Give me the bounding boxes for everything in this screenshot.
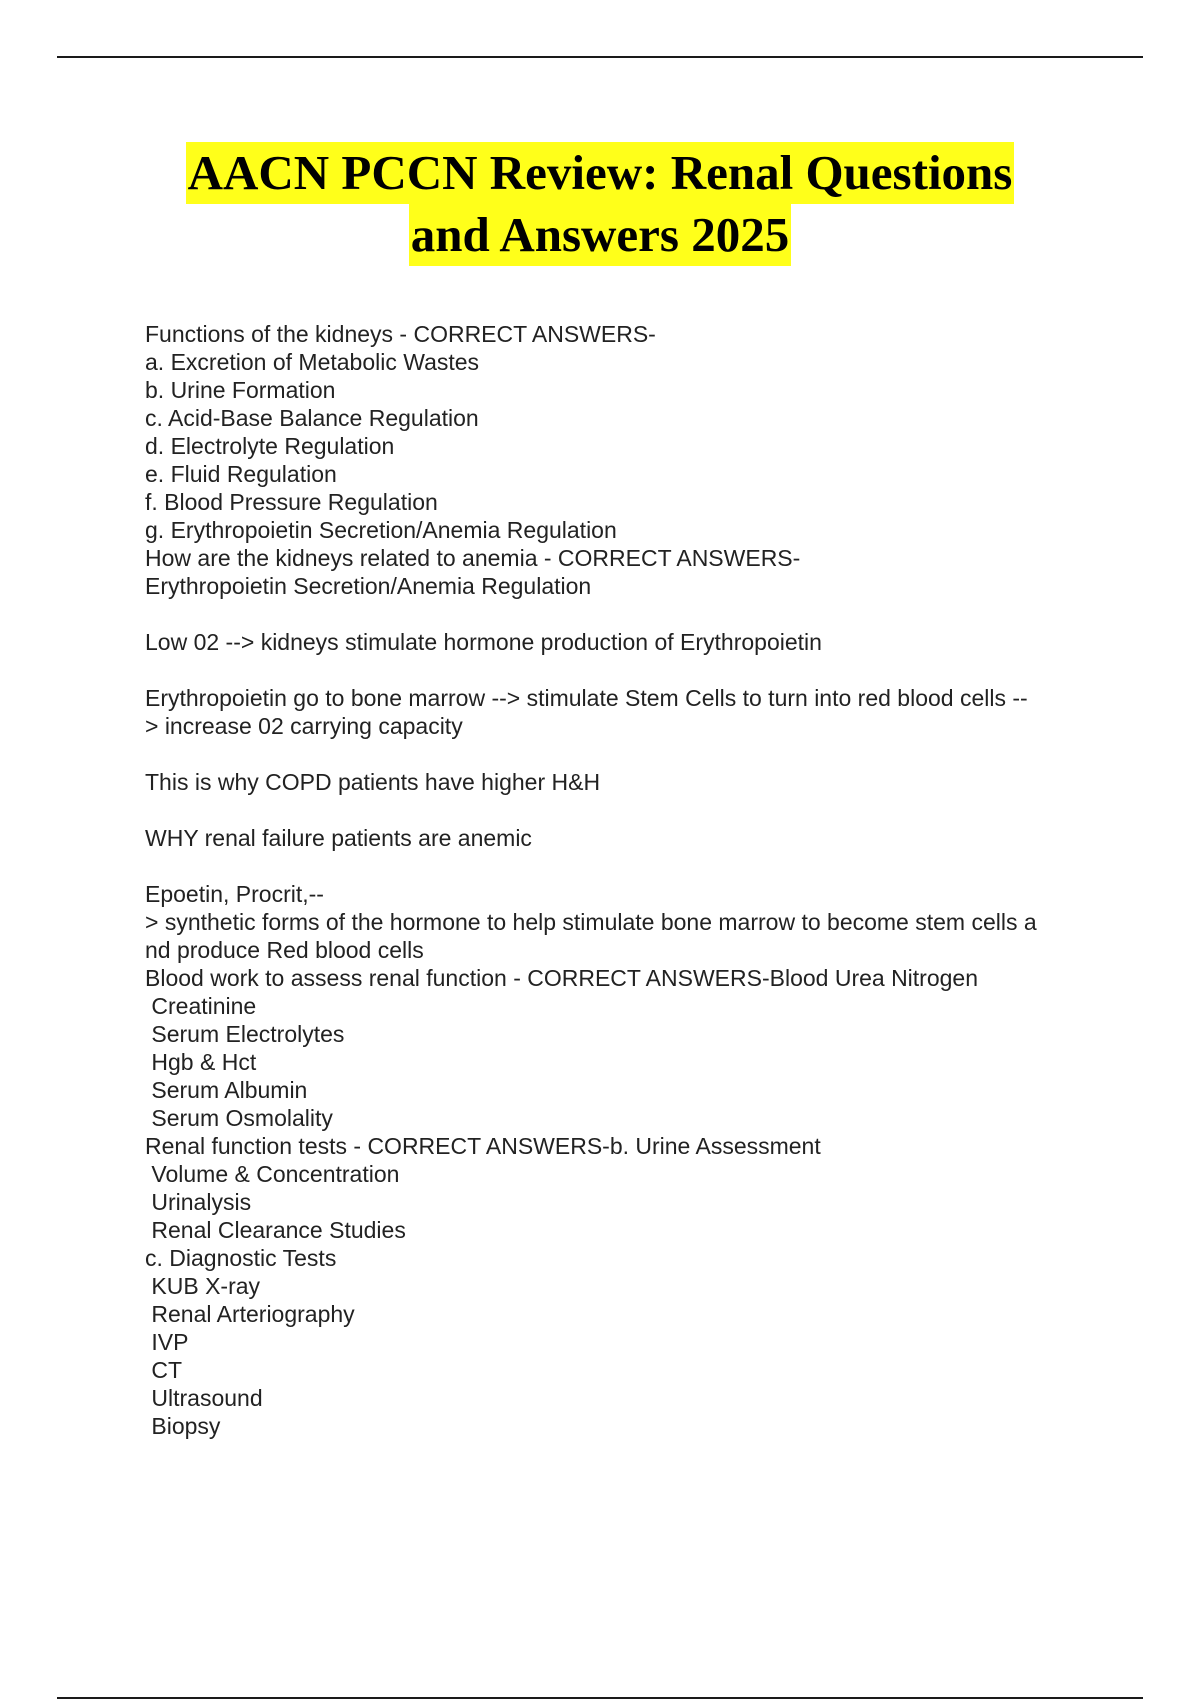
blank-line — [145, 796, 1145, 824]
text-line: f. Blood Pressure Regulation — [145, 489, 438, 515]
text-line: Volume & Concentration — [145, 1161, 400, 1187]
title-line-1: AACN PCCN Review: Renal Questions — [186, 142, 1015, 204]
text-line: Biopsy — [145, 1413, 221, 1439]
text-line: Low 02 --> kidneys stimulate hormone production of Erythropoietin — [145, 629, 822, 655]
text-line: > increase 02 carrying capacity — [145, 713, 463, 739]
text-line: Epoetin, Procrit,-- — [145, 881, 324, 907]
text-line: > synthetic forms of the hormone to help stimulate bone marrow to become stem cells a — [145, 909, 1037, 935]
text-line: Erythropoietin Secretion/Anemia Regulation — [145, 573, 592, 599]
text-line: Hgb & Hct — [145, 1049, 257, 1075]
text-line: KUB X-ray — [145, 1273, 261, 1299]
text-line: Serum Albumin — [145, 1077, 308, 1103]
text-line: Erythropoietin go to bone marrow --> stimulate Stem Cells to turn into red blood cells -- — [145, 685, 1028, 711]
text-line: c. Diagnostic Tests — [145, 1245, 337, 1271]
text-line: Renal Arteriography — [145, 1301, 355, 1327]
text-line: e. Fluid Regulation — [145, 461, 337, 487]
text-line: b. Urine Formation — [145, 377, 336, 403]
document-body — [145, 320, 1145, 1440]
text-line: This is why COPD patients have higher H&H — [145, 769, 601, 795]
text-line: Renal function tests - CORRECT ANSWERS-b. Urine Assessment — [145, 1133, 821, 1159]
text-line: c. Acid-Base Balance Regulation — [145, 405, 479, 431]
blank-line — [145, 740, 1145, 768]
text-line: Blood work to assess renal function - CORRECT ANSWERS-Blood Urea Nitrogen — [145, 965, 979, 991]
blank-line — [145, 852, 1145, 880]
text-line: a. Excretion of Metabolic Wastes — [145, 349, 480, 375]
text-line: Serum Electrolytes — [145, 1021, 345, 1047]
text-line: WHY renal failure patients are anemic — [145, 825, 532, 851]
text-line: Serum Osmolality — [145, 1105, 333, 1131]
text-line: Urinalysis — [145, 1189, 252, 1215]
bottom-divider — [57, 1697, 1143, 1699]
text-line: IVP — [145, 1329, 189, 1355]
text-line: Creatinine — [145, 993, 257, 1019]
blank-line — [145, 600, 1145, 628]
text-line: Ultrasound — [145, 1385, 263, 1411]
text-line: Functions of the kidneys - CORRECT ANSWERS- — [145, 321, 656, 347]
document-title — [0, 142, 1200, 266]
title-line-2: and Answers 2025 — [409, 204, 791, 266]
text-line: CT — [145, 1357, 183, 1383]
text-line: g. Erythropoietin Secretion/Anemia Regulation — [145, 517, 617, 543]
text-line: d. Electrolyte Regulation — [145, 433, 395, 459]
text-line: nd produce Red blood cells — [145, 937, 424, 963]
top-divider — [57, 56, 1143, 58]
blank-line — [145, 656, 1145, 684]
text-line: How are the kidneys related to anemia - CORRECT ANSWERS- — [145, 545, 801, 571]
text-line: Renal Clearance Studies — [145, 1217, 406, 1243]
